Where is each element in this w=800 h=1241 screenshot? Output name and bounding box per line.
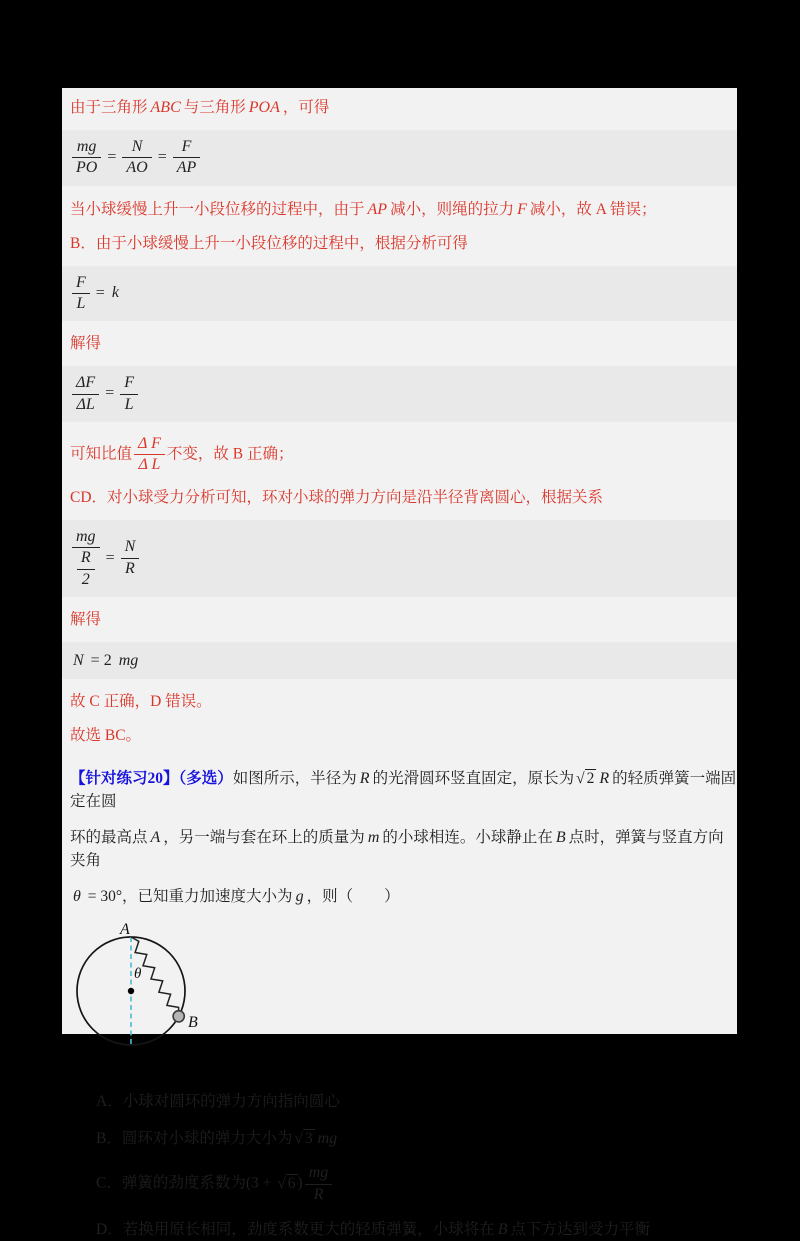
- solution-line-option-a: 当小球缓慢上升一小段位移的过程中，由于 AP 减小，则绳的拉力 F 减小，故 A 错误；: [70, 200, 657, 218]
- option-d: D．若换用原长相同，劲度系数更大的轻质弹簧，小球将在 B 点下方达到受力平衡: [96, 1221, 650, 1239]
- solution-line-option-cd-intro: CD．对小球受力分析可知，环对小球的弹力方向是沿半径背离圆心，根据关系: [70, 488, 604, 506]
- diagram-svg: [70, 921, 240, 1059]
- equation-delta-ratio: $\frac{\Delta F}{\Delta L}$ = $\frac{F}{L}$: [62, 366, 737, 422]
- solution-line-triangles: 由于三角形 ABC 与三角形 POA ，可得: [70, 99, 330, 116]
- radical-sign: √: [576, 770, 585, 788]
- option-c: C．弹簧的劲度系数为(3 + √ 6 ) $\frac{mg}{R}$: [88, 1164, 737, 1204]
- problem-statement-line-2: 环的最高点 A ，另一端与套在环上的质量为 m 的小球相连。小球静止在 B 点时，弹簧与竖直方向夹角: [70, 829, 724, 869]
- problem-statement-line-1: 【针对练习20】（多选）如图所示，半径为 R 的光滑圆环竖直固定，原长为 √ 2 R 的轻质弹簧一端固定在圆: [70, 770, 737, 810]
- ball: [173, 1010, 184, 1021]
- document-page: [62, 88, 737, 1239]
- problem-diagram: [70, 921, 737, 1064]
- options-section: [62, 1092, 737, 1241]
- solution-line-cd-conclusion: 故 C 正确，D 错误。: [70, 693, 212, 711]
- label-b: B: [188, 1013, 198, 1031]
- radical-sign: √: [277, 1174, 286, 1192]
- equation-nested-ratio: $\frac{mg}{\frac{R}{2}}$ = $\frac{N}{R}$: [62, 520, 737, 597]
- option-a: A．小球对圆环的弹力方向指向圆心: [96, 1092, 340, 1110]
- radical-sign: √: [294, 1129, 303, 1147]
- solution-section: [62, 97, 737, 747]
- solution-line-jiede-2: 解得: [70, 610, 102, 628]
- equation-similar-triangles: $\frac{mg}{PO}$ = $\frac{N}{AO}$ = $\frac{F}{AP}$: [62, 130, 737, 186]
- option-b: B．圆环对小球的弹力大小为 √ 3 mg: [96, 1129, 338, 1147]
- solution-line-answer: 故选 BC。: [70, 727, 142, 745]
- equation-normal-force: N = 2 mg: [62, 642, 737, 680]
- solution-line-jiede-1: 解得: [70, 335, 102, 353]
- center-dot: [128, 987, 134, 993]
- solution-line-option-b-conclusion: 可知比值 $\frac{\text{Δ F}}{\text{Δ L}}$ 不变，故 B 正确；: [70, 435, 294, 474]
- solution-line-option-b-intro: B．由于小球缓慢上升一小段位移的过程中，根据分析可得: [70, 234, 468, 252]
- problem-statement-line-3: θ = 30°，已知重力加速度大小为 g ，则（ ）: [73, 888, 400, 906]
- label-theta: θ: [134, 965, 142, 982]
- label-a: A: [120, 920, 130, 938]
- problem-section: [62, 767, 737, 908]
- equation-spring-ratio: $\frac{F}{L}$ = k: [62, 266, 737, 322]
